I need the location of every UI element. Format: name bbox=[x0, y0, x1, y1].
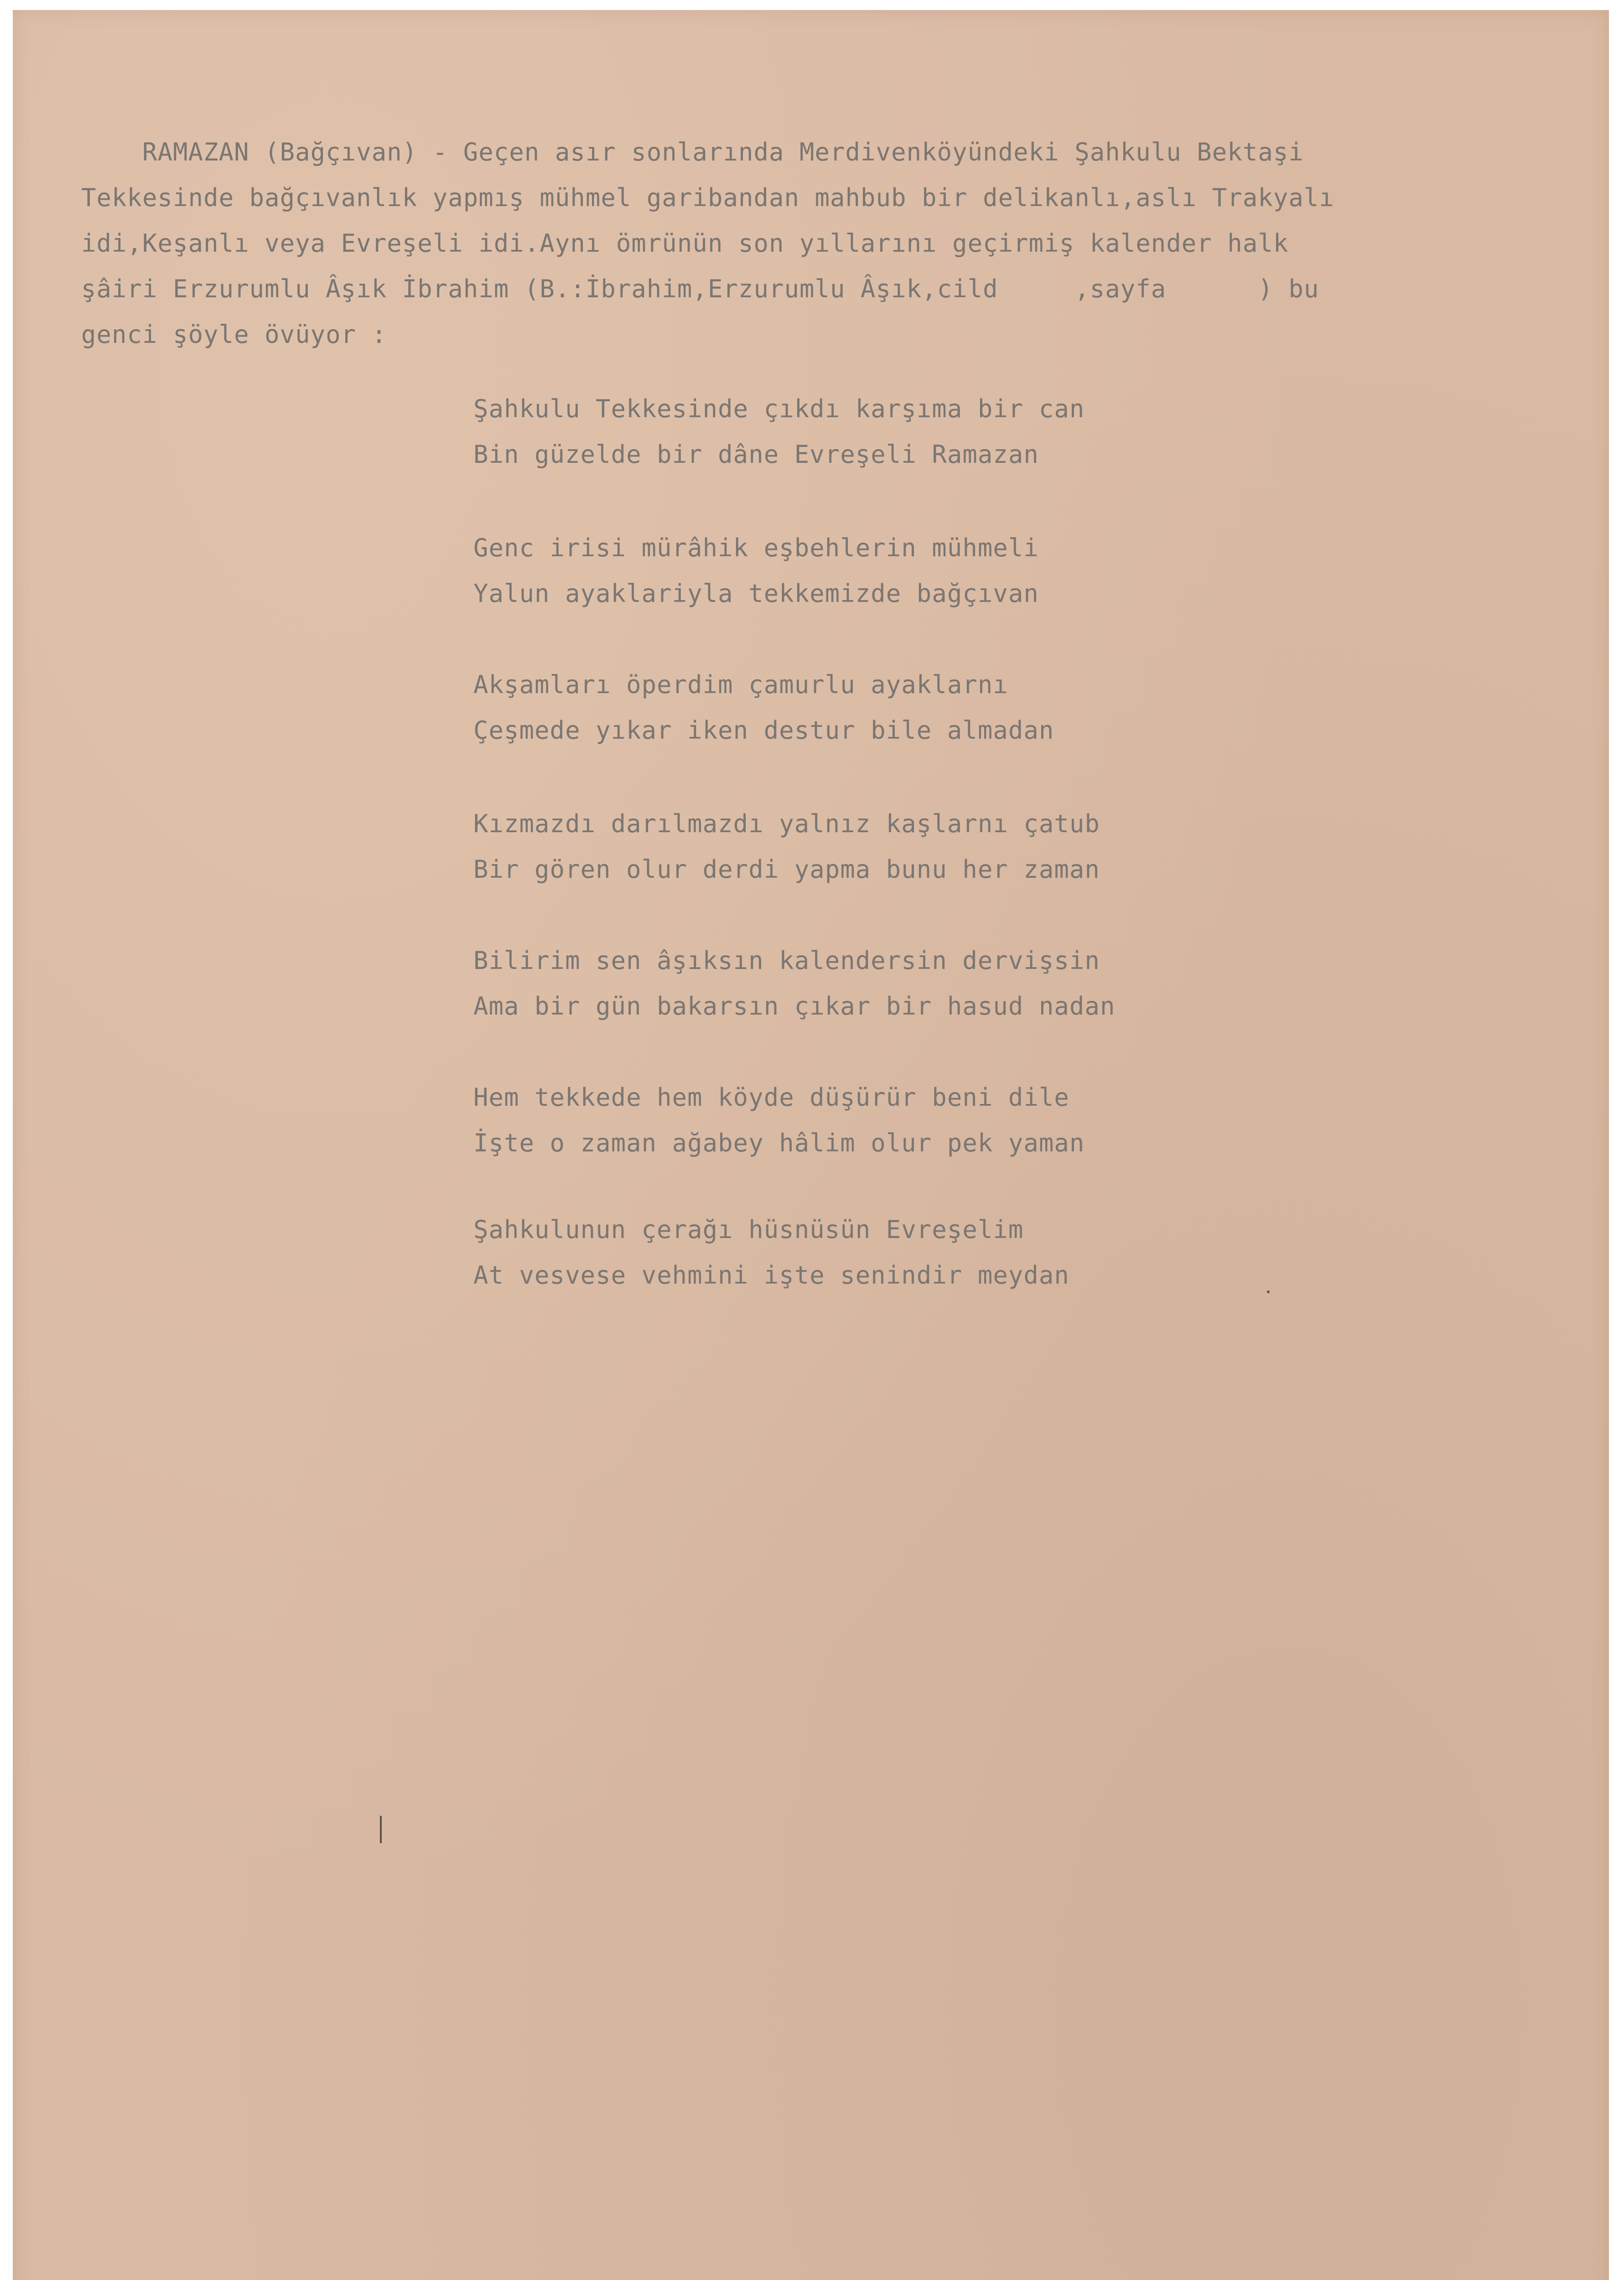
intro-line-3: idi,Keşanlı veya Evreşeli idi.Aynı ömrünün son yıllarını geçirmiş kalender halk bbox=[81, 229, 1289, 258]
stanza-4-line-1: Kızmazdı darılmazdı yalnız kaşlarnı çatub bbox=[473, 809, 1100, 838]
stanza-6-line-2: İşte o zaman ağabey hâlim olur pek yaman bbox=[473, 1129, 1085, 1157]
intro-line-2: Tekkesinde bağçıvanlık yapmış mühmel garibandan mahbub bir delikanlı,aslı Trakyalı bbox=[81, 183, 1334, 212]
stanza-5-line-2: Ama bir gün bakarsın çıkar bir hasud nadan bbox=[473, 992, 1116, 1021]
stanza-3-line-1: Akşamları öperdim çamurlu ayaklarnı bbox=[473, 670, 1008, 699]
stanza-4-line-2: Bir gören olur derdi yapma bunu her zaman bbox=[473, 855, 1100, 884]
stray-pen-mark bbox=[380, 1816, 382, 1843]
intro-line-1: RAMAZAN (Bağçıvan) - Geçen asır sonlarında Merdivenköyündeki Şahkulu Bektaşi bbox=[81, 138, 1304, 166]
stanza-7-line-2: At vesvese vehmini işte senindir meydan bbox=[473, 1261, 1069, 1290]
typewritten-page bbox=[13, 10, 1609, 2280]
stanza-6-line-1: Hem tekkede hem köyde düşürür beni dile bbox=[473, 1083, 1069, 1112]
stanza-7-line-1: Şahkulunun çerağı hüsnüsün Evreşelim bbox=[473, 1215, 1024, 1244]
intro-line-5: genci şöyle övüyor : bbox=[81, 320, 387, 349]
stanza-3-line-2: Çeşmede yıkar iken destur bile almadan bbox=[473, 716, 1054, 745]
stanza-5-line-1: Bilirim sen âşıksın kalendersin dervişsin bbox=[473, 946, 1100, 975]
intro-line-4: şâiri Erzurumlu Âşık İbrahim (B.:İbrahim,Erzurumlu Âşık,cild ,sayfa ) bu bbox=[81, 275, 1319, 303]
stanza-1-line-2: Bin güzelde bir dâne Evreşeli Ramazan bbox=[473, 440, 1039, 469]
stanza-1-line-1: Şahkulu Tekkesinde çıkdı karşıma bir can bbox=[473, 394, 1085, 423]
stanza-2-line-2: Yalun ayaklariyla tekkemizde bağçıvan bbox=[473, 579, 1039, 608]
stray-dot-mark bbox=[1267, 1290, 1270, 1293]
stanza-2-line-1: Genc irisi mürâhik eşbehlerin mühmeli bbox=[473, 534, 1039, 562]
